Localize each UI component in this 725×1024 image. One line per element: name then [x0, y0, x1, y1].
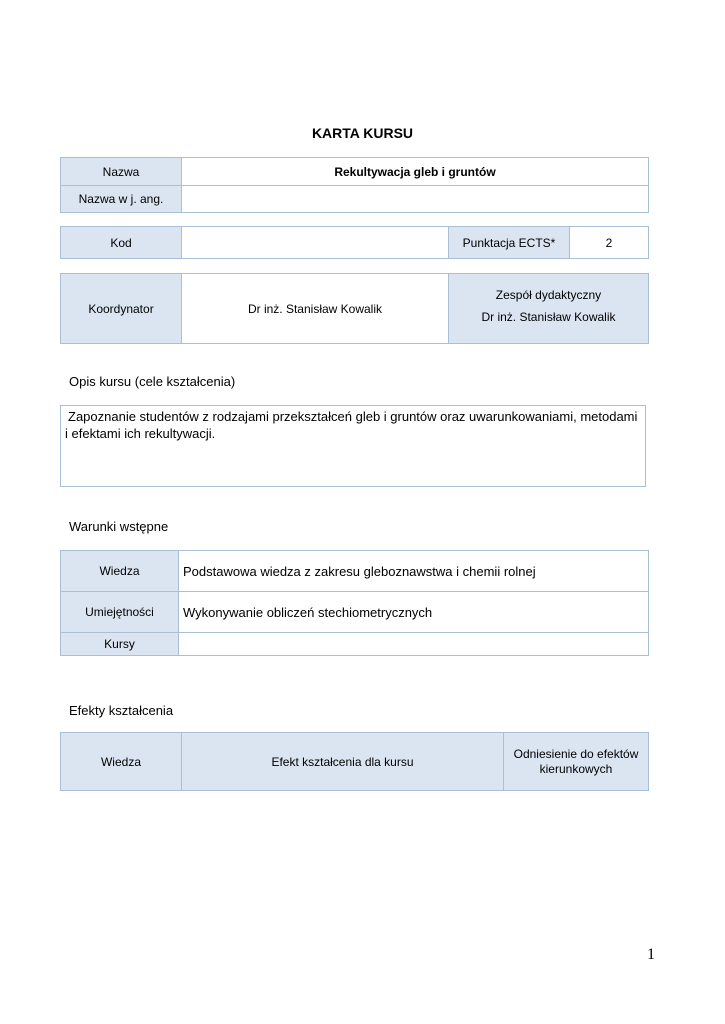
coordinator-table: [60, 273, 649, 344]
coordinator-label: Koordynator: [61, 274, 182, 344]
prereq-label: Wiedza: [61, 551, 179, 592]
outcomes-col-knowledge: Wiedza: [61, 733, 182, 791]
prerequisites-heading: Warunki wstępne: [69, 519, 169, 534]
prereq-label: Kursy: [61, 633, 179, 656]
page-title: KARTA KURSU: [311, 125, 414, 141]
code-table: [60, 226, 649, 259]
ects-label: Punktacja ECTS*: [449, 227, 570, 259]
prerequisites-table: [60, 550, 649, 656]
name-label: Nazwa: [61, 158, 182, 186]
code-value: [182, 227, 449, 259]
prereq-value: Podstawowa wiedza z zakresu gleboznawstwa i chemii rolnej: [179, 551, 649, 592]
description-text: Zapoznanie studentów z rodzajami przekształceń gleb i gruntów oraz uwarunkowaniami, metodami i efektami ich rekultywacji.: [65, 409, 638, 441]
page-number: 1: [647, 946, 655, 963]
team-label: Zespół dydaktyczny: [495, 287, 602, 302]
ects-value: 2: [570, 227, 649, 259]
outcomes-heading: Efekty kształcenia: [69, 703, 174, 718]
team-value: Dr inż. Stanisław Kowalik: [481, 309, 616, 324]
description-box: [60, 405, 646, 487]
code-label: Kod: [61, 227, 182, 259]
coordinator-value: Dr inż. Stanisław Kowalik: [182, 274, 449, 344]
outcomes-col-reference: Odniesienie do efektów kierunkowych: [504, 733, 649, 791]
name-en-label: Nazwa w j. ang.: [61, 186, 182, 213]
description-heading: Opis kursu (cele kształcenia): [69, 374, 236, 389]
name-en-value: [182, 186, 649, 213]
prereq-label: Umiejętności: [61, 592, 179, 633]
prereq-value: Wykonywanie obliczeń stechiometrycznych: [179, 592, 649, 633]
prereq-value: [179, 633, 649, 656]
course-name-table: [60, 157, 649, 213]
team-cell: [449, 274, 649, 344]
outcomes-table: [60, 732, 649, 791]
outcomes-col-effect: Efekt kształcenia dla kursu: [182, 733, 504, 791]
name-value: Rekultywacja gleb i gruntów: [182, 158, 649, 186]
